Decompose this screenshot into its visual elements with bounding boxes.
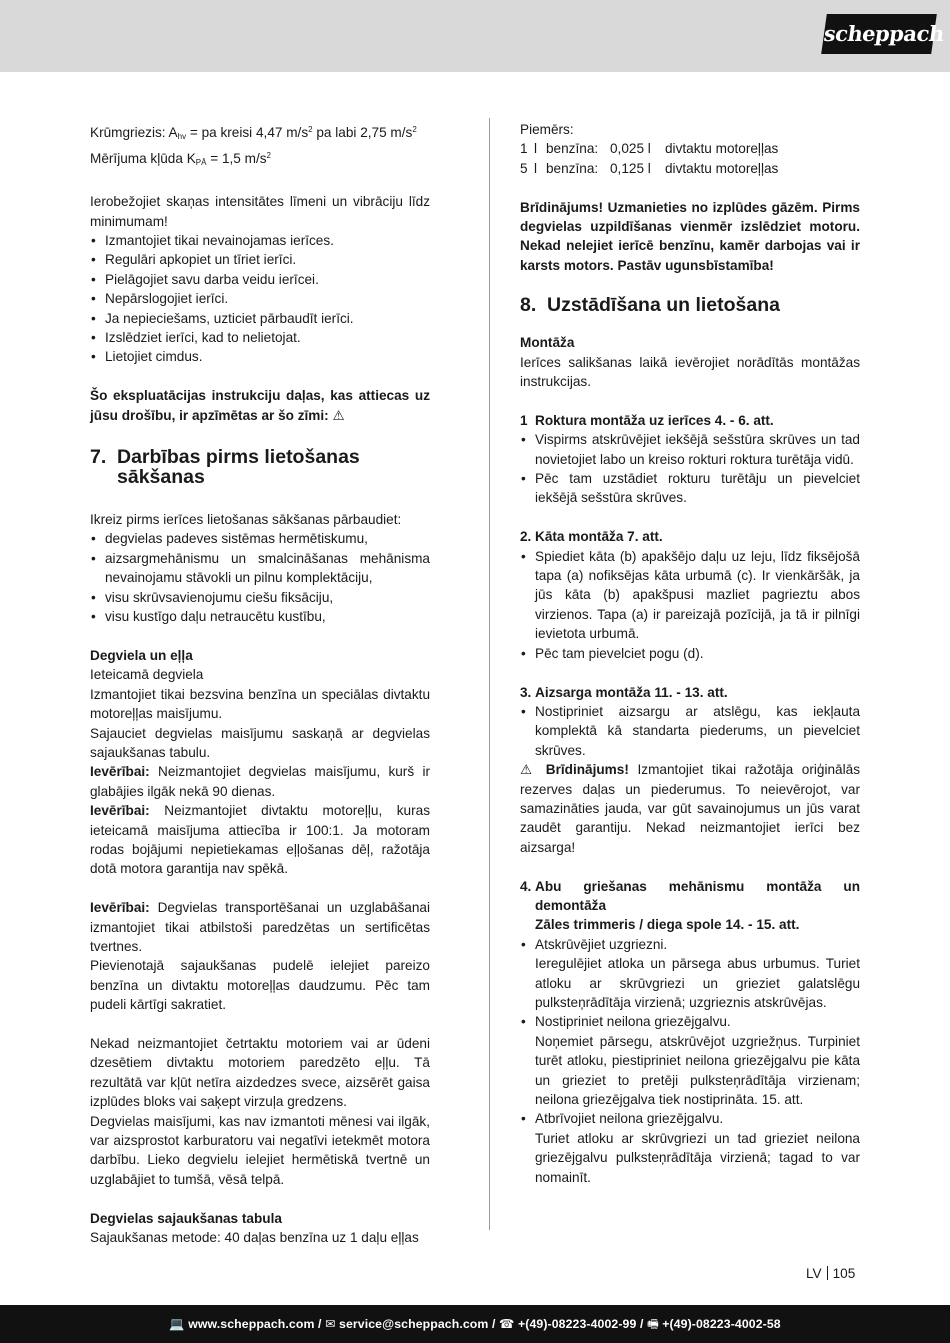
fuel-note: Ievērībai: Degvielas transportēšanai un uzglabāšanai izmantojiet tikai atbilstoši paredzētas un sertificētas tvertnes. (90, 900, 430, 954)
step-4-list (520, 935, 860, 1187)
list-item: • Izslēdziet ierīci, kad to nelietojat. (90, 328, 430, 347)
list-item: • Regulāri apkopiet un tīriet ierīci. (90, 250, 430, 269)
step-3-warning: ⚠ Brīdinājums! Izmantojiet tikai ražotāja oriģinālās rezerves daļas un piederumus. To neievērojot, var samazināties jauda, var gūt savainojumus un jūs varat zaudēt garantiju. Nekad neizmantojiet ierīci bez aizsarga! (520, 762, 860, 855)
section-7-heading: 7. Darbības pirms lietošanas sākšanas (90, 446, 360, 489)
list-item: • Pēc tam uzstādiet rokturu turētāju un pievelciet iekšējā sešstūra skrūves. (520, 469, 860, 508)
table-row: 1 l benzīna: 0,025 l divtaktu motoreļļas (520, 141, 779, 157)
noise-intro: Ierobežojiet skaņas intensitātes līmeni un vibrāciju līdz minimumam! (90, 194, 430, 229)
step-4-subheading: Zāles trimmeris / diega spole 14. - 15. att. (535, 917, 800, 933)
measurement-error-spec: Mērījuma kļūda $K_{PĀ} = 1,5$ $m/s^2$ (90, 151, 271, 168)
page-number: LV 105 (806, 1266, 856, 1281)
list-item: • Vispirms atskrūvējiet iekšējā sešstūra skrūves un tad novietojiet labo un kreiso rokturi roktura turētāja vidū. (520, 430, 860, 469)
step-3-heading: 3. Aizsarga montāža 11. - 13. att. (520, 684, 728, 700)
mail-icon: ✉ (325, 1317, 336, 1331)
vibration-spec: Krūmgriezis: $A_{hv}$ = pa kreisi 4,47 $m/s^2$ pa labi 2,75 $m/s^2$ (90, 125, 417, 141)
footer-phone: +(49)-08223-4002-99 (517, 1317, 637, 1331)
footer-email: service@scheppach.com (339, 1317, 489, 1331)
computer-icon: 💻 (169, 1317, 185, 1331)
list-item: • Lietojiet cimdus. (90, 347, 430, 366)
mix-table-heading: Degvielas sajaukšanas tabula (90, 1210, 282, 1226)
fuel-paragraph: Degvielas maisījumi, kas nav izmantoti mēnesi vai ilgāk, var aizsprostot karburatoru vai negatīvi ietekmēt motora darbību. Lieko degvielu ielejiet hermētiskā tvertnē un uzglabājiet to tumšā, vēsā telpā. (90, 1113, 430, 1187)
footer-fax: +(49)-08223-4002-58 (662, 1317, 781, 1331)
mix-method: Sajaukšanas metode: 40 daļas benzīna uz 1 daļu eļļas (90, 1230, 419, 1246)
safety-note: Šo ekspluatācijas instrukciju daļas, kas attiecas uz jūsu drošību, ir apzīmētas ar šo zīmi: ⚠ (90, 388, 430, 423)
step-3-list (520, 702, 860, 760)
step-2-heading: 2. Kāta montāža 7. att. (520, 529, 663, 545)
right-column (520, 120, 860, 1187)
noise-list (90, 231, 430, 367)
list-item: • visu kustīgo daļu netraucētu kustību, (90, 607, 430, 626)
list-item: • Atbrīvojiet neilona griezējgalvu. Turiet atloku ar skrūvgriezi un tad grieziet neilona griezējgalvu pulksteņrādītāja virzienā; tagad to var nomainīt. (520, 1109, 860, 1187)
list-item: • Pielāgojiet savu darba veidu ierīcei. (90, 270, 430, 289)
fuel-heading: Degviela un eļļa (90, 647, 193, 663)
list-item: • Spiediet kāta (b) apakšējo daļu uz leju, līdz fiksējošā tapa (a) nofiksējas kāta urbumā (c). Ir vienkāršāk, ja jūs kāta (b) apakšpusi mazliet pagrieztu abos virzienos. Tapa (a) ir pareizajā pozīcijā, ja tā ir pilnīgi ievietota urbumā. (520, 547, 860, 644)
phone-icon: ☎ (499, 1317, 515, 1331)
step-4-heading: 4. Abu griešanas mehānismu montāža un demontāža (520, 878, 860, 913)
section-8-heading: 8. Uzstādīšana un lietošana (520, 294, 780, 317)
header-bar (0, 0, 950, 72)
list-item: • visu skrūvsavienojumu ciešu fiksāciju, (90, 588, 430, 607)
list-item: • Izmantojiet tikai nevainojamas ierīces. (90, 231, 430, 250)
check-list (90, 529, 430, 626)
list-item: • aizsargmehānismu un smalcināšanas mehānisma nevainojamu stāvokli un pilnu komplektāciju, (90, 549, 430, 588)
example-label: Piemērs: (520, 122, 574, 137)
list-item: • degvielas padeves sistēmas hermētiskumu, (90, 529, 430, 548)
assembly-text: Ierīces salikšanas laikā ievērojiet norādītās montāžas instrukcijas. (520, 354, 860, 390)
fuel-paragraph: Izmantojiet tikai bezsvina benzīna un speciālas divtaktu motoreļļas maisījumu. (90, 686, 430, 722)
scheppach-logo: scheppach (821, 14, 937, 54)
step-2-list (520, 547, 860, 663)
check-intro: Ikreiz pirms ierīces lietošanas sākšanas pārbaudiet: (90, 512, 402, 528)
fuel-paragraph: Sajauciet degvielas maisījumu saskaņā ar degvielas sajaukšanas tabulu. (90, 725, 430, 760)
column-divider (489, 118, 490, 1230)
list-item: • Ja nepieciešams, uzticiet pārbaudīt ierīci. (90, 309, 430, 328)
assembly-heading: Montāža (520, 335, 575, 351)
list-item: • Atskrūvējiet uzgriezni. Ieregulējiet atloka un pārsega abus urbumus. Turiet atloku ar skrūvgriezi un grieziet galatslēgu pulksteņrādītāja virzienā; uzgrieznis atskrūvējas. (520, 935, 860, 1013)
list-item: • Nepārslogojiet ierīci. (90, 289, 430, 308)
left-column (90, 120, 430, 1247)
fuel-note: Ievērībai: Neizmantojiet degvielas maisījumu, kurš ir glabājies ilgāk nekā 90 dienas. (90, 764, 430, 799)
list-item: • Nostipriniet aizsargu ar atslēgu, kas iekļauta komplektā kā standarta piederums, un pievelciet skrūves. (520, 702, 860, 760)
exhaust-warning: Brīdinājums! Uzmanieties no izplūdes gāzēm. Pirms degvielas uzpildīšanas vienmēr izslēdziet motoru. Nekad nelejiet ierīcē benzīnu, kamēr darbojas vai ir karsts motors. Pastāv ugunsbīstamība! (520, 199, 860, 273)
list-item: • Nostipriniet neilona griezējgalvu. Noņemiet pārsegu, atskrūvējot uzgriežņus. Turpiniet turēt atloku, piestipriniet neilona griezējgalvu pie kāta un grieziet to pretēji pulksteņrādītāja virzienam; neilona griezējgalva tiek nostiprināta. 15. att. (520, 1012, 860, 1109)
footer-bar: 💻 www.scheppach.com / ✉ service@scheppach.com / ☎ +(49)-08223-4002-99 / 🖷 +(49)-08223-4002-58 (0, 1305, 950, 1343)
step-1-heading: 1 Roktura montāža uz ierīces 4. - 6. att. (520, 412, 774, 428)
list-item: • Pēc tam pievelciet pogu (d). (520, 644, 860, 663)
fuel-paragraph: Nekad neizmantojiet četrtaktu motoriem vai ar ūdeni dzesētiem divtaktu motoriem paredzēto eļļu. Tā rezultātā var kļūt netīra aizdedzes svece, aizsērēt gaisa izplūdes bloks vai saķept virzuļa gredzens. (90, 1035, 430, 1110)
fuel-paragraph: Pievienotajā sajaukšanas pudelē ielejiet pareizo benzīna un divtaktu motoreļļas daudzumu. Pēc tam pudeli kārtīgi sakratiet. (90, 958, 430, 1013)
step-1-list (520, 430, 860, 508)
fuel-subheading: Ieteicamā degviela (90, 667, 204, 683)
fuel-note: Ievērībai: Neizmantojiet divtaktu motoreļļu, kuras ieteicamā maisījuma attiecība ir 100:1. Ja motoram rodas bojājumi nepietiekamas eļļošanas dēļ, ražotāja dotā motora garantija nav spēkā. (90, 803, 430, 877)
footer-website: www.scheppach.com (188, 1317, 315, 1331)
table-row: 5 l benzīna: 0,125 l divtaktu motoreļļas (520, 160, 779, 176)
fax-icon: 🖷 (647, 1317, 659, 1331)
